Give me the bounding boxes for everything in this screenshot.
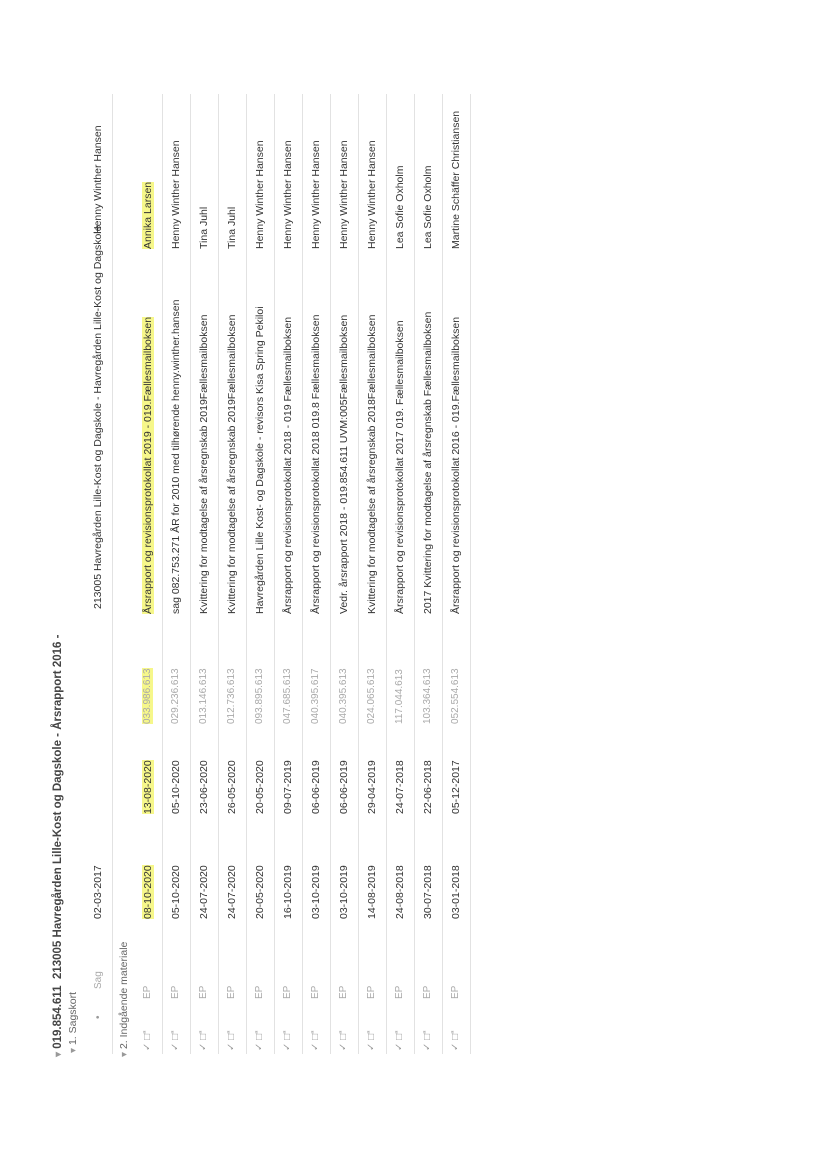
check-icon[interactable]: ✓ xyxy=(394,1042,405,1051)
document-icon: □ xyxy=(170,1033,181,1040)
row-date-2: 09-07-2019 xyxy=(282,760,294,814)
row-description[interactable]: Kvittering for modtagelse af årsregnskab 2019Fællesmailboksen xyxy=(198,314,210,614)
row-person: Henny Winther Hansen xyxy=(366,140,378,249)
divider xyxy=(386,94,387,1054)
row-date-1: 08-10-2020 xyxy=(142,865,154,919)
paperclip-icon: “ xyxy=(422,1030,433,1034)
check-icon[interactable]: ✓ xyxy=(338,1042,349,1051)
row-type: EP xyxy=(450,985,461,999)
paperclip-icon: “ xyxy=(338,1030,349,1034)
document-icon: □ xyxy=(366,1033,377,1040)
document-icon: □ xyxy=(198,1033,209,1040)
row-description[interactable]: Havregården Lille Kost- og Dagskole - revisors Kisa Spring Pekiloi xyxy=(254,306,266,614)
document-icon: □ xyxy=(226,1033,237,1040)
row-number: 013.146.613 xyxy=(198,668,209,724)
row-icons xyxy=(198,1030,209,1051)
check-icon[interactable]: ✓ xyxy=(254,1042,265,1051)
divider xyxy=(470,94,471,1054)
divider xyxy=(358,94,359,1054)
row-number: 040.395.613 xyxy=(338,668,349,724)
row-date-2: 05-12-2017 xyxy=(450,760,462,814)
document-icon: □ xyxy=(394,1033,405,1040)
check-icon[interactable]: ✓ xyxy=(282,1042,293,1051)
divider xyxy=(112,94,113,1054)
row-person: Lea Sofie Oxholm xyxy=(422,165,434,249)
row-date: 02-03-2017 xyxy=(92,865,104,919)
row-number: 047.685.613 xyxy=(282,668,293,724)
row-type: EP xyxy=(310,985,321,999)
row-date-1: 14-08-2019 xyxy=(366,865,378,919)
row-icons xyxy=(282,1030,293,1051)
row-number: 024.065.613 xyxy=(366,668,377,724)
section-indgaaende-label: 2. Indgående materiale xyxy=(118,941,130,1050)
row-date-1: 16-10-2019 xyxy=(282,865,294,919)
row-person: Henny Winther Hansen xyxy=(282,140,294,249)
check-icon[interactable]: ✓ xyxy=(170,1042,181,1051)
paperclip-icon: “ xyxy=(394,1030,405,1034)
row-description[interactable]: Årsrapport og revisionsprotokollat 2018 019.8 Fællesmailboksen xyxy=(310,314,322,614)
check-icon[interactable]: ✓ xyxy=(422,1042,433,1051)
document-icon: □ xyxy=(338,1033,349,1040)
row-description[interactable]: 2017 Kvittering for modtagelse af årsregnskab Fællesmailboksen xyxy=(422,311,434,614)
row-date-1: 20-05-2020 xyxy=(254,865,266,919)
row-date-1: 24-07-2020 xyxy=(198,865,210,919)
row-date-2: 26-05-2020 xyxy=(226,760,238,814)
document-header xyxy=(52,635,64,1057)
row-type: EP xyxy=(226,985,237,999)
row-type: EP xyxy=(170,985,181,999)
row-icons xyxy=(310,1030,321,1051)
document-icon: □ xyxy=(142,1033,153,1040)
row-description[interactable]: Kvittering for modtagelse af årsregnskab 2019Fællesmailboksen xyxy=(226,314,238,614)
check-icon[interactable]: ✓ xyxy=(366,1042,377,1051)
row-description[interactable]: Årsrapport og revisionsprotokollat 2016 - 019.Fællesmailboksen xyxy=(450,316,462,614)
row-person: Henny Winther Hansen xyxy=(338,140,350,249)
row-person: Lea Sofie Oxholm xyxy=(394,165,406,249)
row-type: EP xyxy=(422,985,433,999)
row-date-2: 13-08-2020 xyxy=(142,760,154,814)
row-type: EP xyxy=(394,985,405,999)
paperclip-icon: “ xyxy=(254,1030,265,1034)
case-title: 213005 Havregården Lille-Kost og Dagskole - Årsrapport 2016 - xyxy=(52,634,64,980)
section-sagskort-label: 1. Sagskort xyxy=(67,991,79,1046)
divider xyxy=(190,94,191,1054)
check-icon[interactable]: ✓ xyxy=(142,1042,153,1051)
row-date-1: 30-07-2018 xyxy=(422,865,434,919)
document-icon: □ xyxy=(422,1033,433,1040)
paperclip-icon: “ xyxy=(226,1030,237,1034)
row-icons xyxy=(338,1030,349,1051)
row-date-1: 03-10-2019 xyxy=(310,865,322,919)
row-date-2: 22-06-2018 xyxy=(422,760,434,814)
row-date-1: 24-07-2020 xyxy=(226,865,238,919)
check-icon[interactable]: ✓ xyxy=(226,1042,237,1051)
row-type: EP xyxy=(254,985,265,999)
paperclip-icon: “ xyxy=(198,1030,209,1034)
divider xyxy=(414,94,415,1054)
row-description[interactable]: Vedr. årsrapport 2018 - 019.854.611 UVM:005Fællesmailboksen xyxy=(338,314,350,614)
case-number: 019.854.611 xyxy=(52,985,64,1049)
bullet-icon: • xyxy=(93,1015,104,1019)
divider xyxy=(162,94,163,1054)
row-icons xyxy=(142,1030,153,1051)
section-sagskort[interactable] xyxy=(67,992,79,1053)
row-date-2: 29-04-2019 xyxy=(366,760,378,814)
row-date-2: 06-06-2019 xyxy=(338,760,350,814)
row-number: 029.236.613 xyxy=(170,668,181,724)
divider xyxy=(218,94,219,1054)
divider xyxy=(330,94,331,1054)
row-icons xyxy=(394,1030,405,1051)
divider xyxy=(246,94,247,1054)
row-number: 012.736.613 xyxy=(226,668,237,724)
check-icon[interactable]: ✓ xyxy=(198,1042,209,1051)
row-person: Annika Larsen xyxy=(142,181,154,249)
row-number: 040.395.617 xyxy=(310,668,321,724)
chevron-down-icon: ▾ xyxy=(119,1051,130,1057)
chevron-down-icon: ▾ xyxy=(68,1047,79,1053)
row-date-2: 05-10-2020 xyxy=(170,760,182,814)
document-icon: □ xyxy=(310,1033,321,1040)
row-description[interactable]: 213005 Havregården Lille-Kost og Dagskole - Havregården Lille-Kost og Dagskole xyxy=(92,225,104,609)
row-type: Sag xyxy=(93,971,104,989)
paperclip-icon: “ xyxy=(142,1030,153,1034)
row-icons xyxy=(170,1030,181,1051)
row-icons xyxy=(254,1030,265,1051)
paperclip-icon: “ xyxy=(450,1030,461,1034)
document-icon: □ xyxy=(450,1033,461,1040)
row-person: Tina Juhl xyxy=(226,206,238,249)
row-icons xyxy=(450,1030,461,1051)
row-date-1: 05-10-2020 xyxy=(170,865,182,919)
row-date-2: 23-06-2020 xyxy=(198,760,210,814)
paperclip-icon: “ xyxy=(310,1030,321,1034)
row-type: EP xyxy=(282,985,293,999)
row-date-1: 24-08-2018 xyxy=(394,865,406,919)
row-date-2: 06-06-2019 xyxy=(310,760,322,814)
document-icon: □ xyxy=(254,1033,265,1040)
row-date-1: 03-01-2018 xyxy=(450,865,462,919)
row-description[interactable]: Årsrapport og revisionsprotokollat 2017 019. Fællesmailboksen xyxy=(394,320,406,614)
row-person: Martine Schäffer Christiansen xyxy=(450,110,462,249)
row-date-2: 20-05-2020 xyxy=(254,760,266,814)
paperclip-icon: “ xyxy=(366,1030,377,1034)
divider xyxy=(302,94,303,1054)
row-number: 052.554.613 xyxy=(450,668,461,724)
row-number: 103.364.613 xyxy=(422,668,433,724)
row-type: EP xyxy=(366,985,377,999)
row-person: Henny Winther Hansen xyxy=(254,140,266,249)
row-person: Henny Winther Hansen xyxy=(310,140,322,249)
paperclip-icon: “ xyxy=(282,1030,293,1034)
row-person: Tina Juhl xyxy=(198,206,210,249)
row-number: 033.986.613 xyxy=(142,668,153,724)
document-icon: □ xyxy=(282,1033,293,1040)
row-icons xyxy=(422,1030,433,1051)
divider xyxy=(274,94,275,1054)
divider xyxy=(442,94,443,1054)
row-person: Henny Winther Hansen xyxy=(92,125,104,234)
row-icons xyxy=(226,1030,237,1051)
section-indgaaende[interactable] xyxy=(118,942,130,1057)
row-number: 117.044.613 xyxy=(394,669,405,724)
row-description[interactable]: Årsrapport og revisionsprotokollat 2018 - 019 Fællesmailboksen xyxy=(282,316,294,614)
row-description[interactable]: sag 082.753.271 ÅR for 2010 med tilhørende henny.winther.hansen xyxy=(170,299,182,614)
row-person: Henny Winther Hansen xyxy=(170,140,182,249)
check-icon[interactable]: ✓ xyxy=(310,1042,321,1051)
row-description[interactable]: Kvittering for modtagelse af årsregnskab 2018Fællesmailboksen xyxy=(366,314,378,614)
row-type: EP xyxy=(338,985,349,999)
paperclip-icon: “ xyxy=(170,1030,181,1034)
row-date-1: 03-10-2019 xyxy=(338,865,350,919)
row-type: EP xyxy=(198,985,209,999)
row-date-2: 24-07-2018 xyxy=(394,760,406,814)
row-description[interactable]: Årsrapport og revisionsprotokollat 2019 - 019.Fællesmailboksen xyxy=(142,316,154,614)
chevron-down-icon[interactable]: ▾ xyxy=(53,1051,64,1057)
row-number: 093.895.613 xyxy=(254,668,265,724)
row-type: EP xyxy=(142,985,153,999)
row-icons xyxy=(366,1030,377,1051)
check-icon[interactable]: ✓ xyxy=(450,1042,461,1051)
